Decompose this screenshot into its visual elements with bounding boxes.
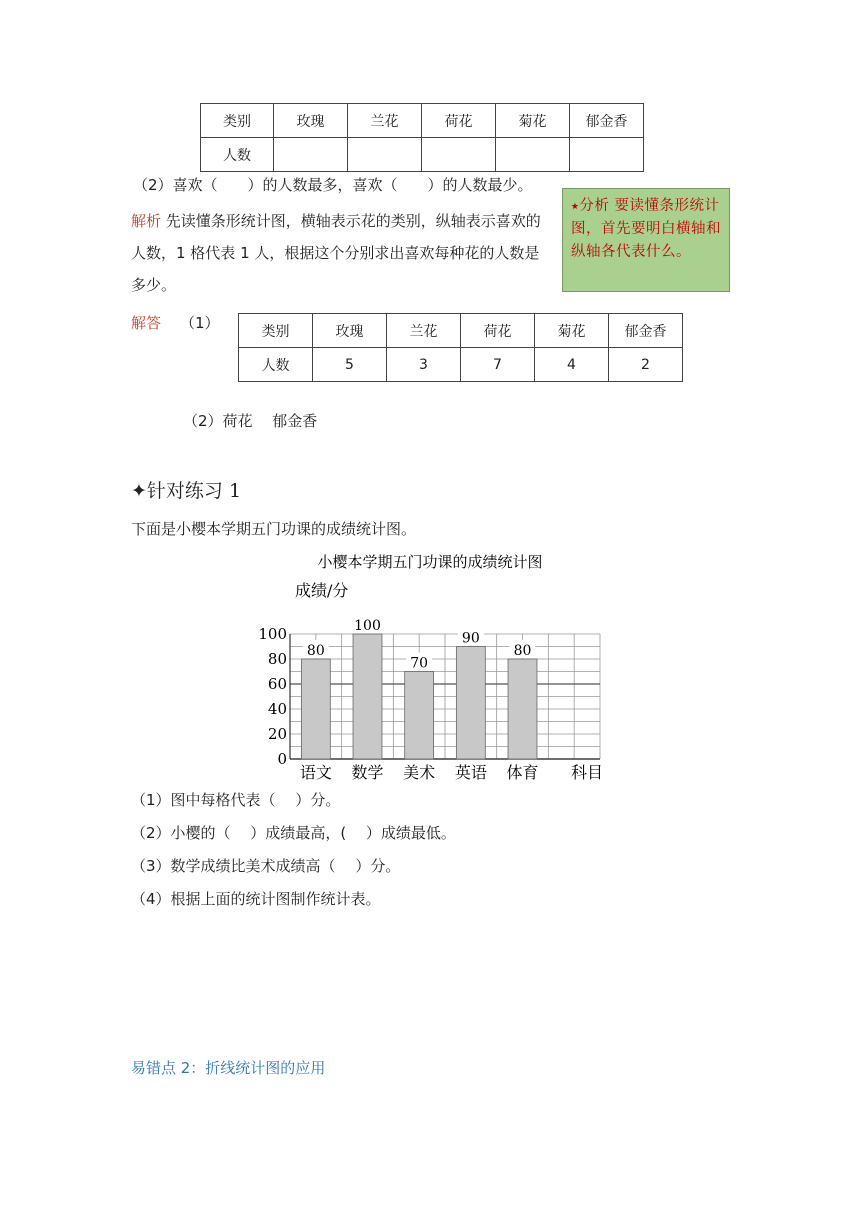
data-label: 80 [306,643,325,659]
question-2: （2）喜欢（ ）的人数最多，喜欢（ ）的人数最少。 [133,176,533,194]
bar-体育 [508,659,537,759]
table-header-cell: 郁金香 [570,104,644,138]
table-value-cell: 5 [313,348,387,382]
category-label: 美术 [403,763,436,782]
table-header-cell: 荷花 [422,104,496,138]
table-value-cell: 7 [461,348,535,382]
y-tick-label: 20 [267,725,287,743]
table-empty-cell [422,138,496,172]
table-row-label: 人数 [239,348,313,382]
table-header-cell: 玫瑰 [313,314,387,348]
data-label: 80 [513,643,532,659]
table-header-cell: 兰花 [348,104,422,138]
table-empty-cell [274,138,348,172]
category-label: 英语 [454,763,487,782]
table-header-cell: 荷花 [461,314,535,348]
data-label: 70 [410,655,429,672]
flower-table-answer [238,313,683,382]
table-value-cell: 2 [609,348,683,382]
analysis-label: 解析 [131,212,162,230]
y-tick-label: 40 [267,700,287,718]
chart-title: 小樱本学期五门功课的成绩统计图 [317,553,543,571]
table-row-label: 人数 [201,138,274,172]
practice-heading [131,480,241,502]
y-tick-label: 60 [267,675,287,693]
analysis-block [131,205,551,301]
bar-语文 [301,659,330,759]
table-empty-cell [496,138,570,172]
table-empty-cell [570,138,644,172]
answer-label: 解答 [131,314,162,332]
x-axis-label: 科目 [570,763,604,782]
table-header-cell: 菊花 [496,104,570,138]
bar-美术 [405,672,434,760]
score-bar-chart [250,548,620,788]
sparkle-icon: ✦ [131,480,147,502]
table-value-cell: 4 [535,348,609,382]
answer-part1-label: （1） [180,314,220,332]
table-header-cell: 类别 [239,314,313,348]
y-tick-label: 0 [277,750,287,768]
flower-table-blank [200,103,644,172]
category-label: 数学 [351,763,384,782]
analysis-note-box: ⭑分析 要读懂条形统计图，首先要明白横轴和纵轴各代表什么。 [562,188,730,292]
table-header-cell: 郁金香 [609,314,683,348]
practice-title: 针对练习 1 [146,480,242,502]
table-header-cell: 菊花 [535,314,609,348]
y-tick-label: 100 [258,625,287,643]
table-header-cell: 类别 [201,104,274,138]
table-value-cell: 3 [387,348,461,382]
bar-英语 [456,647,485,760]
practice-question-2: （2）小樱的（ ）成绩最高，( ）成绩最低。 [131,824,456,842]
data-label: 100 [354,618,381,634]
table-header-cell: 兰花 [387,314,461,348]
practice-question-1: （1）图中每格代表（ ）分。 [131,791,341,809]
bar-数学 [353,634,382,759]
y-tick-label: 80 [267,650,287,668]
data-label: 90 [461,630,480,647]
practice-question-3: （3）数学成绩比美术成绩高（ ）分。 [131,857,401,875]
y-axis-label: 成绩/分 [295,581,349,600]
answer-part2: （2）荷花 郁金香 [183,412,318,430]
table-empty-cell [348,138,422,172]
practice-intro: 下面是小樱本学期五门功课的成绩统计图。 [131,520,417,538]
practice-question-4: （4）根据上面的统计图制作统计表。 [131,890,381,908]
analysis-text: 先读懂条形统计图，横轴表示花的类别，纵轴表示喜欢的人数，1 格代表 1 人，根据这个分别求出喜欢每种花的人数是多少。 [131,212,541,294]
footer-heading: 易错点 2：折线统计图的应用 [131,1059,326,1077]
table-header-cell: 玫瑰 [274,104,348,138]
category-label: 体育 [506,763,539,782]
category-label: 语文 [299,763,332,782]
